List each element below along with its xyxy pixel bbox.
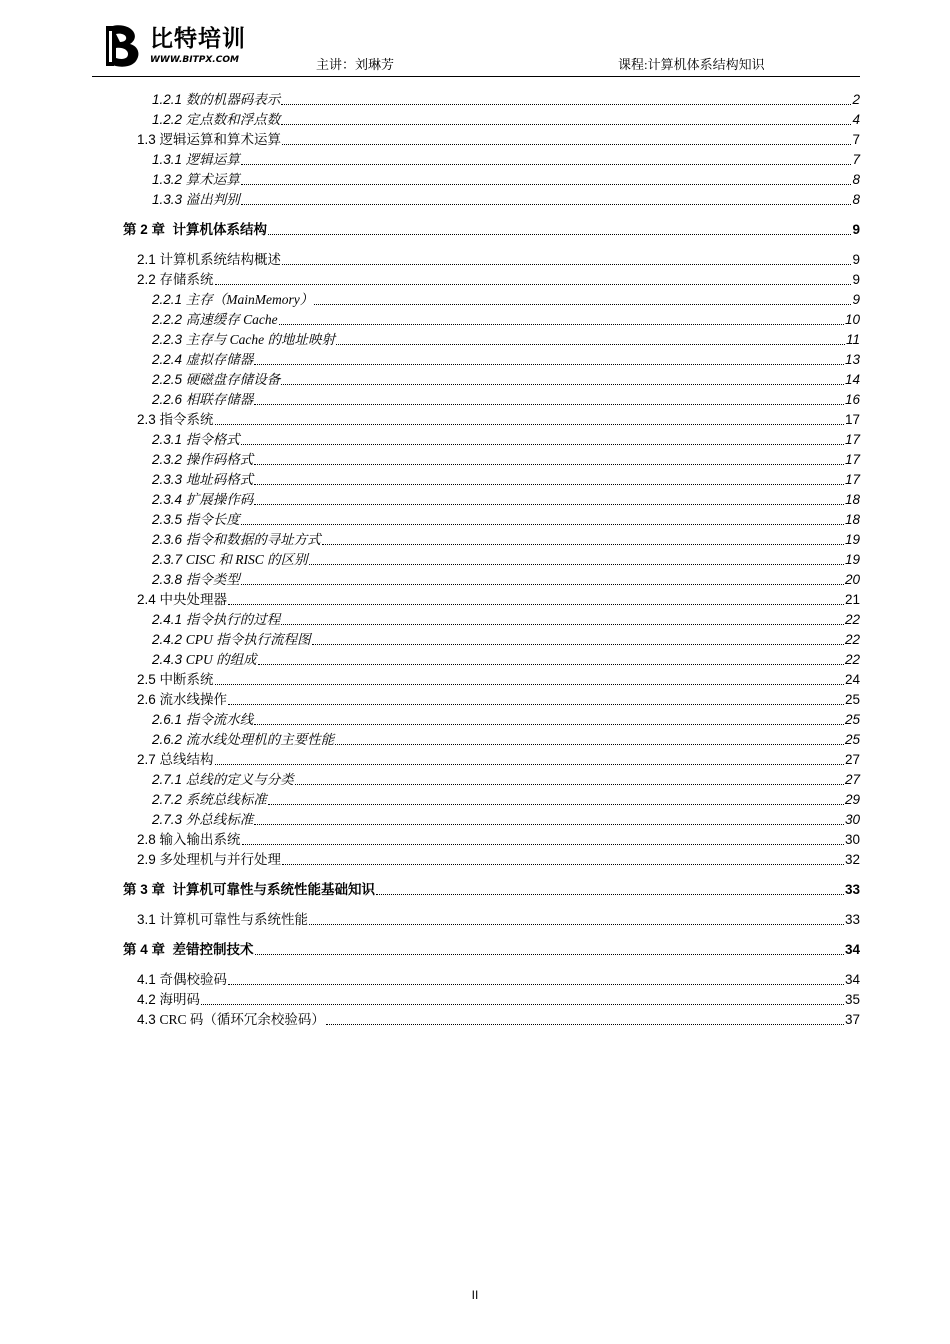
toc-entry-title: 硬磁盘存储设备 <box>185 372 281 387</box>
toc-entry-number: 4.1 <box>137 972 160 987</box>
toc-entry-title: 相联存储器 <box>185 392 254 407</box>
toc-entry-title: 总线结构 <box>159 752 214 767</box>
toc-entry-page: 17 <box>844 432 860 447</box>
toc-entry[interactable] <box>0 530 860 548</box>
dot-leader <box>314 303 851 305</box>
dot-leader <box>281 123 851 125</box>
toc-entry[interactable] <box>0 370 860 388</box>
toc-entry[interactable] <box>0 750 860 768</box>
dot-leader <box>254 823 844 825</box>
toc-entry-number: 第 3 章 <box>123 882 173 897</box>
toc-entry-number: 2.3.4 <box>152 492 186 507</box>
toc-entry[interactable] <box>0 150 860 168</box>
toc-entry-number: 2.6 <box>137 692 160 707</box>
toc-entry[interactable] <box>0 490 860 508</box>
toc-entry-number: 1.2.1 <box>152 92 186 107</box>
toc-entry-page: 20 <box>844 572 860 587</box>
toc-entry-title: 高速缓存 Cache <box>185 312 278 327</box>
dot-leader <box>282 263 851 265</box>
toc-entry-title: 外总线标准 <box>185 812 254 827</box>
toc-entry-page: 24 <box>844 672 860 687</box>
dot-leader <box>242 843 844 845</box>
toc-entry-number: 2.3 <box>137 412 160 427</box>
dot-leader <box>201 1003 844 1005</box>
toc-entry-number: 1.3.2 <box>152 172 186 187</box>
toc-entry[interactable] <box>0 350 860 368</box>
toc-entry-page: 25 <box>844 732 860 747</box>
toc-entry-title: 多处理机与并行处理 <box>159 852 282 867</box>
dot-leader <box>241 523 844 525</box>
dot-leader <box>281 383 844 385</box>
toc-entry-title: 地址码格式 <box>185 472 254 487</box>
toc-entry-number: 2.5 <box>137 672 160 687</box>
toc-entry-number: 2.4.2 <box>152 632 186 647</box>
toc-entry[interactable] <box>0 710 860 728</box>
toc-entry[interactable] <box>0 990 860 1008</box>
toc-entry-number: 1.3.3 <box>152 192 186 207</box>
toc-entry[interactable] <box>0 190 860 208</box>
toc-entry[interactable] <box>0 970 860 988</box>
toc-entry-number: 2.3.8 <box>152 572 186 587</box>
dot-leader <box>254 723 844 725</box>
toc-entry-page: 9 <box>852 222 860 237</box>
toc-entry-title: 指令流水线 <box>185 712 254 727</box>
toc-entry-title: CPU 的组成 <box>185 652 257 667</box>
toc-entry-page: 9 <box>852 252 860 267</box>
toc-entry-page: 18 <box>844 512 860 527</box>
toc-entry[interactable] <box>0 690 860 708</box>
toc-entry-page: 10 <box>844 312 860 327</box>
dot-leader <box>322 543 844 545</box>
toc-entry[interactable] <box>0 1010 860 1028</box>
toc-entry[interactable] <box>0 790 860 808</box>
toc-entry-title: 流水线操作 <box>159 692 228 707</box>
toc-entry-title: CPU 指令执行流程图 <box>185 632 311 647</box>
toc-entry-number: 2.3.6 <box>152 532 186 547</box>
toc-entry[interactable] <box>0 590 860 608</box>
toc-entry-number: 2.6.1 <box>152 712 186 727</box>
toc-entry-page: 30 <box>844 832 860 847</box>
dot-leader <box>282 863 844 865</box>
toc-entry[interactable] <box>0 610 860 628</box>
toc-entry[interactable] <box>0 830 860 848</box>
dot-leader <box>241 183 852 185</box>
toc-entry-title: 数的机器码表示 <box>185 92 281 107</box>
toc-entry-page: 17 <box>844 412 860 427</box>
toc-entry[interactable] <box>0 430 860 448</box>
toc-entry-number: 2.4.1 <box>152 612 186 627</box>
toc-entry[interactable] <box>0 510 860 528</box>
toc-entry-number: 2.3.2 <box>152 452 186 467</box>
dot-leader <box>228 703 844 705</box>
toc-entry-page: 9 <box>852 272 860 287</box>
toc-entry-page: 17 <box>844 452 860 467</box>
toc-entry[interactable] <box>0 330 860 348</box>
toc-entry-title: 指令执行的过程 <box>185 612 281 627</box>
toc-entry-number: 2.6.2 <box>152 732 186 747</box>
toc-entry-title: 指令和数据的寻址方式 <box>185 532 321 547</box>
dot-leader <box>309 923 844 925</box>
toc-entry-page: 33 <box>844 882 860 897</box>
toc-entry-number: 2.9 <box>137 852 160 867</box>
toc-entry-number: 1.3 <box>137 132 160 147</box>
toc-entry-title: 存储系统 <box>159 272 214 287</box>
dot-leader <box>254 503 844 505</box>
toc-entry[interactable] <box>0 770 860 788</box>
logo-text: 比特培训 <box>150 26 246 52</box>
toc-entry-page: 18 <box>844 492 860 507</box>
toc-entry-number: 2.4 <box>137 592 160 607</box>
toc-entry[interactable] <box>0 110 860 128</box>
toc-entry[interactable] <box>0 390 860 408</box>
toc-entry-number: 2.3.5 <box>152 512 186 527</box>
toc-entry-title: 逻辑运算 <box>185 152 240 167</box>
toc-entry-title: 指令格式 <box>185 432 240 447</box>
toc-entry-page: 7 <box>852 152 860 167</box>
dot-leader <box>268 803 844 805</box>
toc-entry[interactable] <box>0 940 860 958</box>
toc-entry[interactable] <box>0 90 860 108</box>
toc-entry-title: 主存（MainMemory） <box>185 292 314 307</box>
toc-entry-page: 16 <box>844 392 860 407</box>
toc-entry-number: 2.2.4 <box>152 352 186 367</box>
toc-entry-title: CRC 码（循环冗余校验码） <box>159 1012 325 1027</box>
toc-entry-page: 34 <box>844 972 860 987</box>
toc-entry-number: 1.3.1 <box>152 152 186 167</box>
toc-entry-number: 2.2 <box>137 272 160 287</box>
toc-entry-page: 22 <box>844 632 860 647</box>
toc-entry-number: 2.8 <box>137 832 160 847</box>
toc-entry-title: 流水线处理机的主要性能 <box>185 732 335 747</box>
toc-entry-number: 2.7.1 <box>152 772 186 787</box>
toc-entry-page: 14 <box>844 372 860 387</box>
toc-entry-page: 29 <box>844 792 860 807</box>
logo-url: WWW.BITPX.COM <box>150 55 239 65</box>
toc-entry-title: 奇偶校验码 <box>159 972 228 987</box>
toc-entry-title: 输入输出系统 <box>159 832 241 847</box>
dot-leader <box>282 143 851 145</box>
dot-leader <box>335 743 844 745</box>
toc-entry-number: 第 4 章 <box>123 942 173 957</box>
dot-leader <box>215 423 844 425</box>
dot-leader <box>309 563 844 565</box>
dot-leader <box>228 603 844 605</box>
toc-entry-number: 2.7.3 <box>152 812 186 827</box>
toc-entry-title: 海明码 <box>159 992 201 1007</box>
dot-leader <box>241 163 852 165</box>
toc-entry[interactable] <box>0 850 860 868</box>
toc-entry-title: 差错控制技术 <box>172 942 254 957</box>
dot-leader <box>295 783 844 785</box>
toc-entry-number: 2.4.3 <box>152 652 186 667</box>
toc-entry-page: 25 <box>844 692 860 707</box>
toc-entry-title: 定点数和浮点数 <box>185 112 281 127</box>
toc-entry-number: 2.3.3 <box>152 472 186 487</box>
toc-entry[interactable] <box>0 170 860 188</box>
toc-entry-page: 22 <box>844 612 860 627</box>
toc-entry-page: 30 <box>844 812 860 827</box>
toc-entry[interactable] <box>0 130 860 148</box>
toc-entry[interactable] <box>0 270 860 288</box>
toc-entry-number: 2.3.1 <box>152 432 186 447</box>
toc-entry[interactable] <box>0 810 860 828</box>
toc-entry-number: 2.2.6 <box>152 392 186 407</box>
toc-entry-number: 2.2.3 <box>152 332 186 347</box>
dot-leader <box>254 483 844 485</box>
toc-entry-page: 9 <box>852 292 860 307</box>
toc-entry[interactable] <box>0 910 860 928</box>
toc-entry-title: 指令长度 <box>185 512 240 527</box>
toc-entry[interactable] <box>0 290 860 308</box>
toc-entry-number: 第 2 章 <box>123 222 173 237</box>
toc-entry-title: 溢出判别 <box>185 192 240 207</box>
toc-entry-number: 2.1 <box>137 252 160 267</box>
toc-entry-title: 主存与 Cache 的地址映射 <box>185 332 336 347</box>
dot-leader <box>336 343 845 345</box>
toc-entry[interactable] <box>0 570 860 588</box>
toc-entry-page: 33 <box>844 912 860 927</box>
toc-entry[interactable] <box>0 220 860 238</box>
toc-entry-page: 27 <box>844 772 860 787</box>
toc-entry-number: 2.7.2 <box>152 792 186 807</box>
toc-entry-title: 中断系统 <box>159 672 214 687</box>
dot-leader <box>215 283 852 285</box>
toc-entry-title: 计算机可靠性与系统性能基础知识 <box>172 882 376 897</box>
toc-entry-title: 计算机体系结构 <box>172 222 268 237</box>
dot-leader <box>258 663 844 665</box>
toc-entry-page: 4 <box>852 112 860 127</box>
toc-entry-title: 中央处理器 <box>159 592 228 607</box>
toc-entry-title: 指令系统 <box>159 412 214 427</box>
toc-entry-title: 虚拟存储器 <box>185 352 254 367</box>
toc-entry[interactable] <box>0 250 860 268</box>
toc-entry-title: 计算机系统结构概述 <box>159 252 282 267</box>
toc-entry-title: 计算机可靠性与系统性能 <box>159 912 309 927</box>
dot-leader <box>254 463 844 465</box>
toc-entry[interactable] <box>0 410 860 428</box>
dot-leader <box>215 683 844 685</box>
toc-entry-number: 2.2.1 <box>152 292 186 307</box>
toc-entry-title: 系统总线标准 <box>185 792 267 807</box>
toc-entry[interactable] <box>0 880 860 898</box>
toc-entry-number: 2.7 <box>137 752 160 767</box>
dot-leader <box>255 953 844 955</box>
toc-entry-page: 27 <box>844 752 860 767</box>
toc-entry-page: 2 <box>852 92 860 107</box>
toc-entry-number: 2.2.2 <box>152 312 186 327</box>
page-number: II <box>471 1288 479 1302</box>
toc-entry-title: CISC 和 RISC 的区别 <box>185 552 308 567</box>
header-lecturer: 主讲：刘琳芳 <box>316 57 395 72</box>
toc-entry-page: 32 <box>844 852 860 867</box>
header-course: 课程:计算机体系结构知识 <box>618 57 765 72</box>
toc-entry[interactable] <box>0 670 860 688</box>
toc-entry-page: 34 <box>844 942 860 957</box>
toc-entry[interactable] <box>0 310 860 328</box>
toc-entry-number: 1.2.2 <box>152 112 186 127</box>
dot-leader <box>241 583 844 585</box>
toc-entry-number: 2.2.5 <box>152 372 186 387</box>
dot-leader <box>376 893 844 895</box>
toc-entry-title: 逻辑运算和算术运算 <box>159 132 282 147</box>
dot-leader <box>279 323 844 325</box>
dot-leader <box>254 363 844 365</box>
dot-leader <box>228 983 844 985</box>
toc-entry[interactable] <box>0 630 860 648</box>
toc-entry-page: 22 <box>844 652 860 667</box>
toc-entry-page: 25 <box>844 712 860 727</box>
dot-leader <box>241 443 844 445</box>
toc-entry[interactable] <box>0 650 860 668</box>
toc-entry-title: 扩展操作码 <box>185 492 254 507</box>
dot-leader <box>281 103 851 105</box>
toc-entry-page: 8 <box>852 192 860 207</box>
dot-leader <box>241 203 852 205</box>
toc-entry[interactable] <box>0 550 860 568</box>
dot-leader <box>254 403 844 405</box>
toc-entry-number: 3.1 <box>137 912 160 927</box>
toc-entry-page: 8 <box>852 172 860 187</box>
toc-entry-title: 总线的定义与分类 <box>185 772 294 787</box>
toc-entry[interactable] <box>0 470 860 488</box>
toc-entry-page: 35 <box>844 992 860 1007</box>
toc-entry-page: 13 <box>844 352 860 367</box>
dot-leader <box>281 623 844 625</box>
toc-entry-page: 7 <box>852 132 860 147</box>
toc-entry-page: 17 <box>844 472 860 487</box>
dot-leader <box>326 1023 844 1025</box>
toc-entry-number: 4.3 <box>137 1012 160 1027</box>
toc-entry-number: 2.3.7 <box>152 552 186 567</box>
toc-entry-page: 19 <box>844 532 860 547</box>
toc-entry-page: 11 <box>845 332 860 347</box>
toc-entry-page: 37 <box>844 1012 860 1027</box>
toc-entry-title: 操作码格式 <box>185 452 254 467</box>
toc-entry[interactable] <box>0 450 860 468</box>
toc-entry-title: 指令类型 <box>185 572 240 587</box>
dot-leader <box>268 233 851 235</box>
toc-entry-page: 19 <box>844 552 860 567</box>
dot-leader <box>312 643 844 645</box>
toc-entry-number: 4.2 <box>137 992 160 1007</box>
toc-entry-page: 21 <box>844 592 860 607</box>
dot-leader <box>215 763 844 765</box>
toc-entry-title: 算术运算 <box>185 172 240 187</box>
toc-entry[interactable] <box>0 730 860 748</box>
